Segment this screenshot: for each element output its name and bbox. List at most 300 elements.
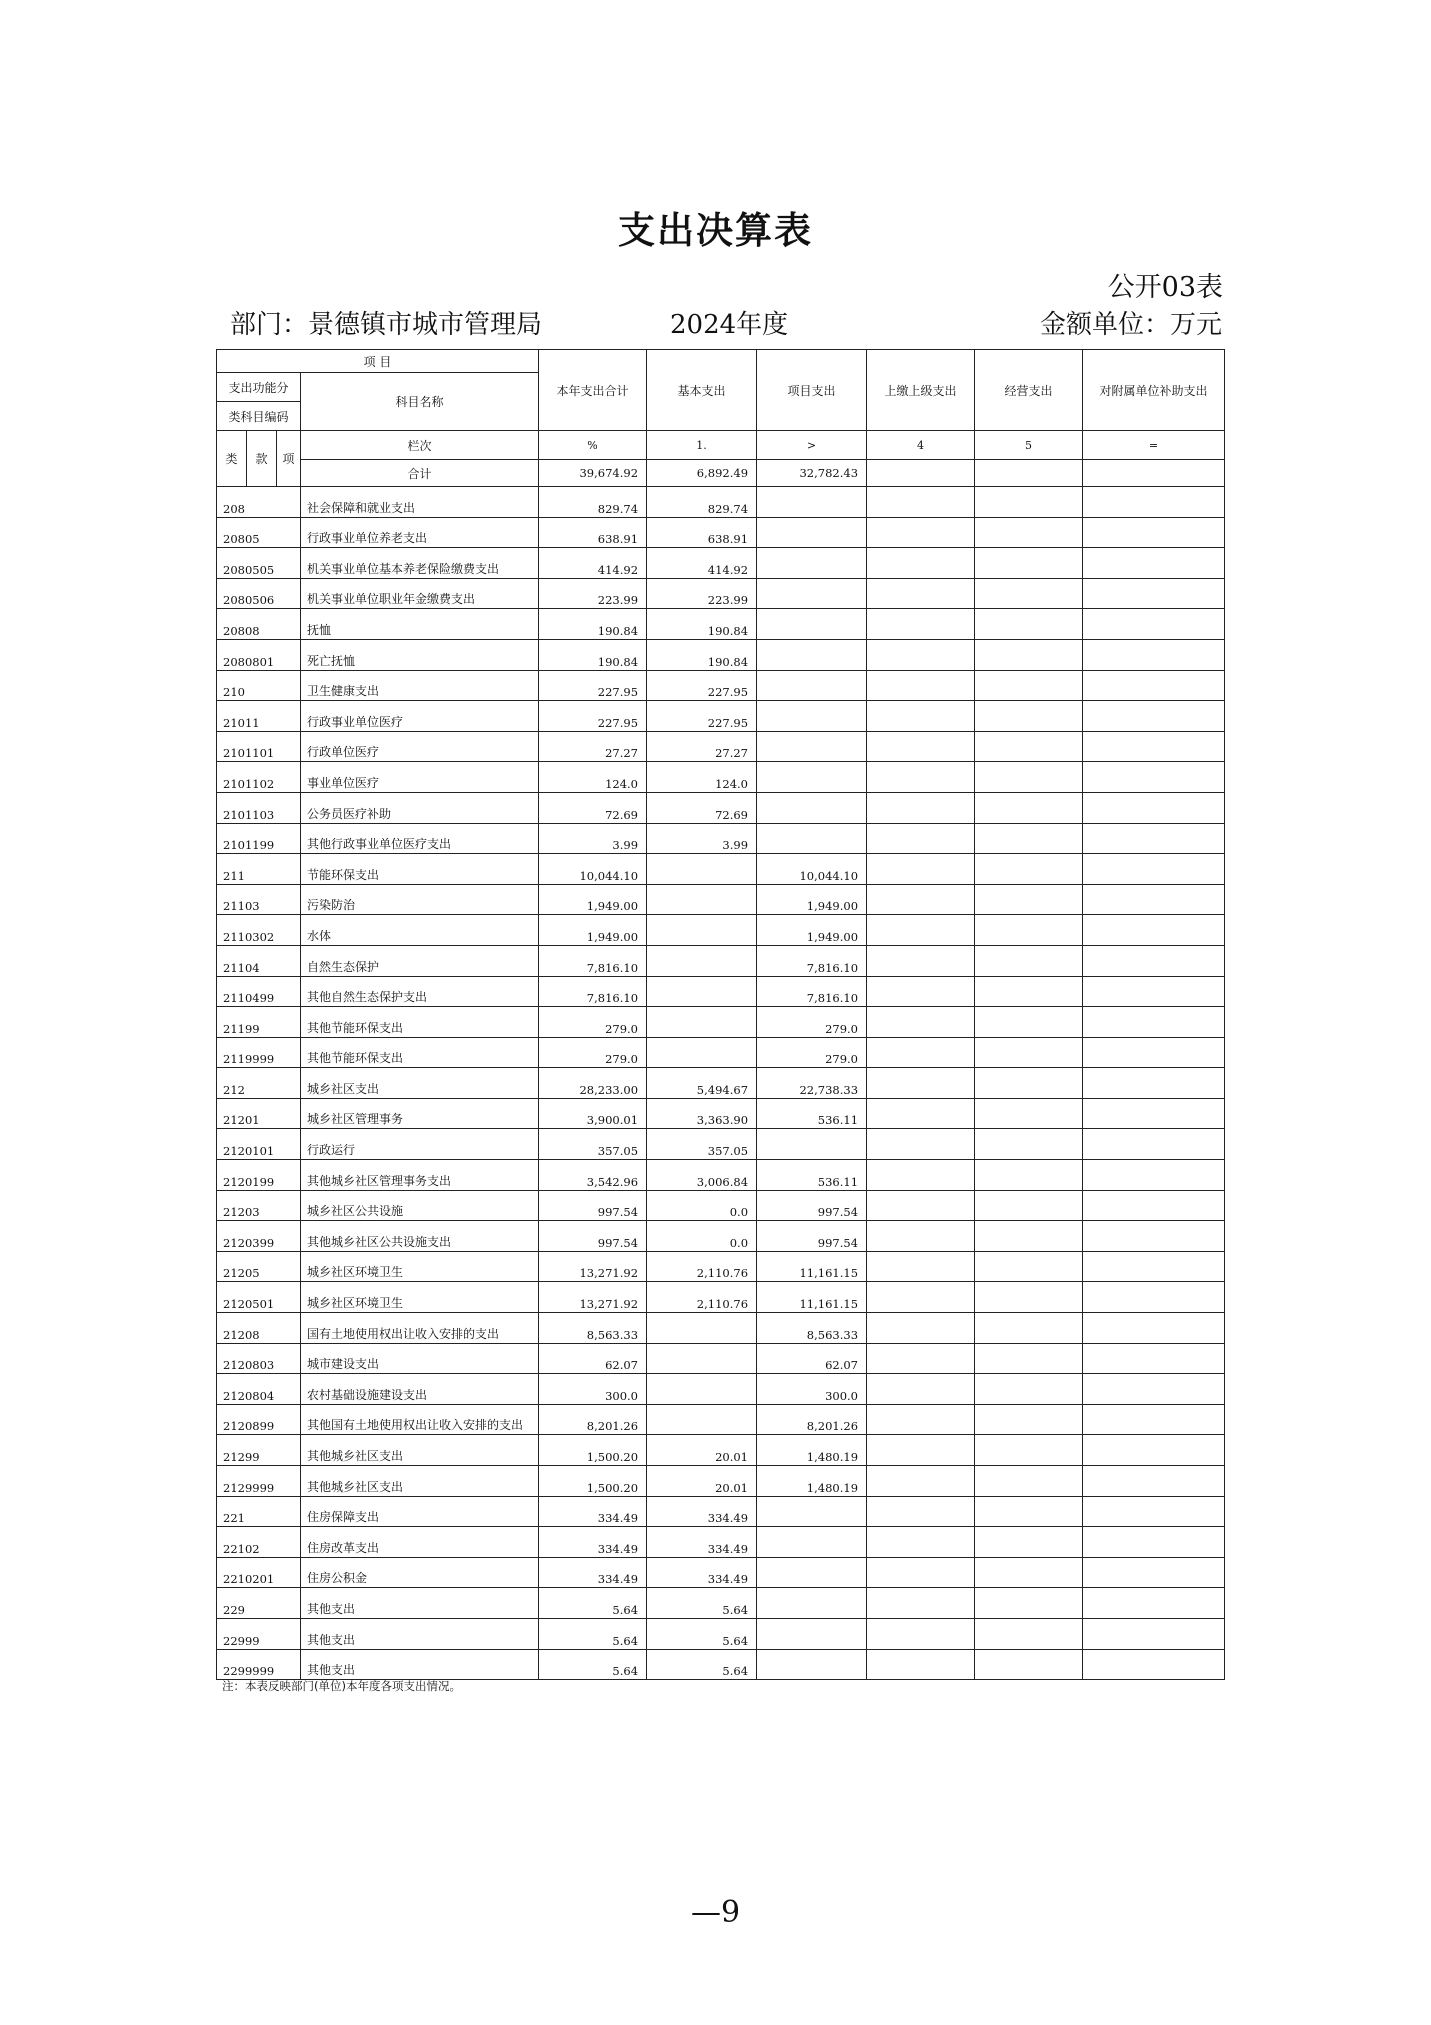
department-label: 部门：景德镇市城市管理局 bbox=[230, 310, 543, 340]
operating-expenditure-cell bbox=[975, 1037, 1083, 1068]
subject-code-cell: 2129999 bbox=[217, 1466, 301, 1497]
remit-expenditure-cell bbox=[867, 1037, 975, 1068]
header-row-label: 栏次 bbox=[301, 431, 539, 460]
project-expenditure-cell bbox=[757, 762, 867, 793]
header-kuan: 款 bbox=[247, 431, 277, 487]
basic-expenditure-cell: 27.27 bbox=[647, 731, 757, 762]
remit-expenditure-cell bbox=[867, 487, 975, 518]
subject-name-cell: 其他国有土地使用权出让收入安排的支出 bbox=[301, 1404, 539, 1435]
basic-expenditure-cell: 3,363.90 bbox=[647, 1098, 757, 1129]
subsidy-expenditure-cell bbox=[1083, 1282, 1225, 1313]
operating-expenditure-cell bbox=[975, 976, 1083, 1007]
total-expenditure-cell: 300.0 bbox=[539, 1374, 647, 1405]
total-expenditure-cell: 5.64 bbox=[539, 1649, 647, 1680]
remit-expenditure-cell bbox=[867, 1282, 975, 1313]
subsidy-expenditure-cell bbox=[1083, 1098, 1225, 1129]
subject-name-cell: 其他城乡社区管理事务支出 bbox=[301, 1160, 539, 1191]
column-number: 4 bbox=[867, 431, 975, 460]
subject-name-cell: 国有土地使用权出让收入安排的支出 bbox=[301, 1313, 539, 1344]
project-expenditure-cell: 1,480.19 bbox=[757, 1466, 867, 1497]
basic-expenditure-cell: 190.84 bbox=[647, 609, 757, 640]
subject-code-cell: 2120501 bbox=[217, 1282, 301, 1313]
basic-expenditure-cell bbox=[647, 915, 757, 946]
header-lei: 类 bbox=[217, 431, 247, 487]
subject-code-cell: 21299 bbox=[217, 1435, 301, 1466]
total-label: 合计 bbox=[301, 460, 539, 487]
project-expenditure-cell: 300.0 bbox=[757, 1374, 867, 1405]
subsidy-expenditure-cell bbox=[1083, 823, 1225, 854]
subject-code-cell: 2210201 bbox=[217, 1557, 301, 1588]
subject-code-cell: 21205 bbox=[217, 1251, 301, 1282]
page-title: 支出决算表 bbox=[618, 209, 813, 252]
operating-expenditure-cell bbox=[975, 884, 1083, 915]
project-expenditure-cell bbox=[757, 731, 867, 762]
subject-code-cell: 211 bbox=[217, 854, 301, 885]
basic-expenditure-cell: 124.0 bbox=[647, 762, 757, 793]
subsidy-expenditure-cell bbox=[1083, 976, 1225, 1007]
remit-expenditure-cell bbox=[867, 1374, 975, 1405]
column-number: 5 bbox=[975, 431, 1083, 460]
total-expenditure-cell: 13,271.92 bbox=[539, 1251, 647, 1282]
subject-code-cell: 2080801 bbox=[217, 639, 301, 670]
subject-name-cell: 自然生态保护 bbox=[301, 945, 539, 976]
operating-expenditure-cell bbox=[975, 1618, 1083, 1649]
header-col-remit: 上缴上级支出 bbox=[867, 350, 975, 431]
subject-code-cell: 21208 bbox=[217, 1313, 301, 1344]
project-expenditure-cell: 7,816.10 bbox=[757, 945, 867, 976]
operating-expenditure-cell bbox=[975, 701, 1083, 732]
operating-expenditure-cell bbox=[975, 1374, 1083, 1405]
subsidy-expenditure-cell bbox=[1083, 1404, 1225, 1435]
project-expenditure-cell: 536.11 bbox=[757, 1098, 867, 1129]
subsidy-expenditure-cell bbox=[1083, 1190, 1225, 1221]
remit-expenditure-cell bbox=[867, 823, 975, 854]
basic-expenditure-cell bbox=[647, 1343, 757, 1374]
total-expenditure-cell: 190.84 bbox=[539, 609, 647, 640]
column-number: % bbox=[539, 431, 647, 460]
table-row bbox=[217, 915, 1225, 946]
table-row bbox=[217, 578, 1225, 609]
basic-expenditure-cell: 5.64 bbox=[647, 1588, 757, 1619]
total-expenditure-cell: 1,949.00 bbox=[539, 884, 647, 915]
total-cell: 32,782.43 bbox=[757, 460, 867, 487]
form-number: 公开03表 bbox=[1107, 272, 1223, 303]
subject-code-cell: 20808 bbox=[217, 609, 301, 640]
operating-expenditure-cell bbox=[975, 1129, 1083, 1160]
total-expenditure-cell: 28,233.00 bbox=[539, 1068, 647, 1099]
remit-expenditure-cell bbox=[867, 854, 975, 885]
project-expenditure-cell bbox=[757, 670, 867, 701]
header-col-project: 项目支出 bbox=[757, 350, 867, 431]
basic-expenditure-cell: 3.99 bbox=[647, 823, 757, 854]
operating-expenditure-cell bbox=[975, 1160, 1083, 1191]
basic-expenditure-cell: 3,006.84 bbox=[647, 1160, 757, 1191]
subject-name-cell: 城乡社区环境卫生 bbox=[301, 1282, 539, 1313]
basic-expenditure-cell: 72.69 bbox=[647, 792, 757, 823]
subsidy-expenditure-cell bbox=[1083, 762, 1225, 793]
remit-expenditure-cell bbox=[867, 517, 975, 548]
subject-code-cell: 2101103 bbox=[217, 792, 301, 823]
operating-expenditure-cell bbox=[975, 578, 1083, 609]
operating-expenditure-cell bbox=[975, 1588, 1083, 1619]
operating-expenditure-cell bbox=[975, 1068, 1083, 1099]
subsidy-expenditure-cell bbox=[1083, 792, 1225, 823]
total-expenditure-cell: 334.49 bbox=[539, 1527, 647, 1558]
basic-expenditure-cell: 0.0 bbox=[647, 1190, 757, 1221]
table-row bbox=[217, 1007, 1225, 1038]
remit-expenditure-cell bbox=[867, 1343, 975, 1374]
subject-code-cell: 212 bbox=[217, 1068, 301, 1099]
remit-expenditure-cell bbox=[867, 1435, 975, 1466]
subsidy-expenditure-cell bbox=[1083, 487, 1225, 518]
subject-name-cell: 其他城乡社区公共设施支出 bbox=[301, 1221, 539, 1252]
total-expenditure-cell: 8,563.33 bbox=[539, 1313, 647, 1344]
operating-expenditure-cell bbox=[975, 670, 1083, 701]
table-row bbox=[217, 1404, 1225, 1435]
subsidy-expenditure-cell bbox=[1083, 1496, 1225, 1527]
operating-expenditure-cell bbox=[975, 915, 1083, 946]
operating-expenditure-cell bbox=[975, 792, 1083, 823]
remit-expenditure-cell bbox=[867, 1527, 975, 1558]
subject-code-cell: 2120899 bbox=[217, 1404, 301, 1435]
remit-expenditure-cell bbox=[867, 976, 975, 1007]
remit-expenditure-cell bbox=[867, 792, 975, 823]
basic-expenditure-cell: 227.95 bbox=[647, 701, 757, 732]
table-body bbox=[217, 487, 1225, 1680]
table-row bbox=[217, 762, 1225, 793]
total-expenditure-cell: 5.64 bbox=[539, 1588, 647, 1619]
project-expenditure-cell: 1,480.19 bbox=[757, 1435, 867, 1466]
project-expenditure-cell: 7,816.10 bbox=[757, 976, 867, 1007]
amount-unit: 金额单位：万元 bbox=[1039, 310, 1222, 340]
header-subject-name: 科目名称 bbox=[301, 373, 539, 431]
remit-expenditure-cell bbox=[867, 1618, 975, 1649]
table-row bbox=[217, 1160, 1225, 1191]
operating-expenditure-cell bbox=[975, 1221, 1083, 1252]
subject-name-cell: 社会保障和就业支出 bbox=[301, 487, 539, 518]
subsidy-expenditure-cell bbox=[1083, 1557, 1225, 1588]
subsidy-expenditure-cell bbox=[1083, 1221, 1225, 1252]
basic-expenditure-cell: 5,494.67 bbox=[647, 1068, 757, 1099]
operating-expenditure-cell bbox=[975, 1435, 1083, 1466]
subsidy-expenditure-cell bbox=[1083, 1527, 1225, 1558]
table-row bbox=[217, 1343, 1225, 1374]
project-expenditure-cell: 11,161.15 bbox=[757, 1251, 867, 1282]
remit-expenditure-cell bbox=[867, 1098, 975, 1129]
subsidy-expenditure-cell bbox=[1083, 1129, 1225, 1160]
table-row bbox=[217, 1190, 1225, 1221]
operating-expenditure-cell bbox=[975, 1343, 1083, 1374]
basic-expenditure-cell: 5.64 bbox=[647, 1618, 757, 1649]
basic-expenditure-cell bbox=[647, 1007, 757, 1038]
subject-code-cell: 22999 bbox=[217, 1618, 301, 1649]
subsidy-expenditure-cell bbox=[1083, 945, 1225, 976]
remit-expenditure-cell bbox=[867, 670, 975, 701]
subsidy-expenditure-cell bbox=[1083, 915, 1225, 946]
operating-expenditure-cell bbox=[975, 1527, 1083, 1558]
subsidy-expenditure-cell bbox=[1083, 1466, 1225, 1497]
basic-expenditure-cell: 414.92 bbox=[647, 548, 757, 579]
basic-expenditure-cell: 334.49 bbox=[647, 1557, 757, 1588]
remit-expenditure-cell bbox=[867, 1190, 975, 1221]
remit-expenditure-cell bbox=[867, 1404, 975, 1435]
table-row bbox=[217, 945, 1225, 976]
table-row bbox=[217, 731, 1225, 762]
subsidy-expenditure-cell bbox=[1083, 1649, 1225, 1680]
total-cell: 39,674.92 bbox=[539, 460, 647, 487]
fiscal-year: 2024年度 bbox=[670, 310, 789, 340]
total-expenditure-cell: 10,044.10 bbox=[539, 854, 647, 885]
subject-code-cell: 2110499 bbox=[217, 976, 301, 1007]
subject-name-cell: 行政事业单位医疗 bbox=[301, 701, 539, 732]
operating-expenditure-cell bbox=[975, 731, 1083, 762]
basic-expenditure-cell: 227.95 bbox=[647, 670, 757, 701]
total-expenditure-cell: 7,816.10 bbox=[539, 945, 647, 976]
project-expenditure-cell bbox=[757, 609, 867, 640]
table-row bbox=[217, 1129, 1225, 1160]
total-expenditure-cell: 414.92 bbox=[539, 548, 647, 579]
table-row bbox=[217, 548, 1225, 579]
subject-code-cell: 2299999 bbox=[217, 1649, 301, 1680]
total-expenditure-cell: 1,949.00 bbox=[539, 915, 647, 946]
header-col-total: 本年支出合计 bbox=[539, 350, 647, 431]
subject-name-cell: 行政单位医疗 bbox=[301, 731, 539, 762]
project-expenditure-cell: 62.07 bbox=[757, 1343, 867, 1374]
basic-expenditure-cell: 0.0 bbox=[647, 1221, 757, 1252]
project-expenditure-cell: 997.54 bbox=[757, 1190, 867, 1221]
remit-expenditure-cell bbox=[867, 1557, 975, 1588]
total-expenditure-cell: 62.07 bbox=[539, 1343, 647, 1374]
subsidy-expenditure-cell bbox=[1083, 854, 1225, 885]
total-expenditure-cell: 334.49 bbox=[539, 1496, 647, 1527]
subject-name-cell: 水体 bbox=[301, 915, 539, 946]
remit-expenditure-cell bbox=[867, 1160, 975, 1191]
total-expenditure-cell: 13,271.92 bbox=[539, 1282, 647, 1313]
header-xiang: 项 bbox=[277, 431, 301, 487]
subsidy-expenditure-cell bbox=[1083, 639, 1225, 670]
operating-expenditure-cell bbox=[975, 1649, 1083, 1680]
operating-expenditure-cell bbox=[975, 1190, 1083, 1221]
remit-expenditure-cell bbox=[867, 548, 975, 579]
header-col-basic: 基本支出 bbox=[647, 350, 757, 431]
basic-expenditure-cell bbox=[647, 976, 757, 1007]
total-expenditure-cell: 190.84 bbox=[539, 639, 647, 670]
subject-code-cell: 2120199 bbox=[217, 1160, 301, 1191]
total-expenditure-cell: 334.49 bbox=[539, 1557, 647, 1588]
total-expenditure-cell: 829.74 bbox=[539, 487, 647, 518]
basic-expenditure-cell: 829.74 bbox=[647, 487, 757, 518]
project-expenditure-cell bbox=[757, 578, 867, 609]
total-expenditure-cell: 72.69 bbox=[539, 792, 647, 823]
basic-expenditure-cell bbox=[647, 1037, 757, 1068]
total-expenditure-cell: 3.99 bbox=[539, 823, 647, 854]
remit-expenditure-cell bbox=[867, 1068, 975, 1099]
table-row bbox=[217, 1282, 1225, 1313]
project-expenditure-cell: 8,201.26 bbox=[757, 1404, 867, 1435]
project-expenditure-cell bbox=[757, 517, 867, 548]
subject-code-cell: 21201 bbox=[217, 1098, 301, 1129]
total-expenditure-cell: 7,816.10 bbox=[539, 976, 647, 1007]
subject-name-cell: 城乡社区公共设施 bbox=[301, 1190, 539, 1221]
total-cell bbox=[1083, 460, 1225, 487]
subject-name-cell: 抚恤 bbox=[301, 609, 539, 640]
table-row bbox=[217, 1466, 1225, 1497]
project-expenditure-cell: 8,563.33 bbox=[757, 1313, 867, 1344]
subject-code-cell: 21103 bbox=[217, 884, 301, 915]
remit-expenditure-cell bbox=[867, 701, 975, 732]
subsidy-expenditure-cell bbox=[1083, 1037, 1225, 1068]
subject-code-cell: 2101101 bbox=[217, 731, 301, 762]
table-row bbox=[217, 487, 1225, 518]
remit-expenditure-cell bbox=[867, 578, 975, 609]
operating-expenditure-cell bbox=[975, 517, 1083, 548]
project-expenditure-cell: 10,044.10 bbox=[757, 854, 867, 885]
subject-code-cell: 2110302 bbox=[217, 915, 301, 946]
table-row bbox=[217, 1496, 1225, 1527]
subject-name-cell: 其他支出 bbox=[301, 1618, 539, 1649]
total-expenditure-cell: 638.91 bbox=[539, 517, 647, 548]
operating-expenditure-cell bbox=[975, 1313, 1083, 1344]
table-row bbox=[217, 976, 1225, 1007]
page-number: —9 bbox=[690, 1895, 741, 1930]
table-row bbox=[217, 854, 1225, 885]
operating-expenditure-cell bbox=[975, 487, 1083, 518]
basic-expenditure-cell: 20.01 bbox=[647, 1435, 757, 1466]
total-cell bbox=[867, 460, 975, 487]
subsidy-expenditure-cell bbox=[1083, 1588, 1225, 1619]
total-expenditure-cell: 223.99 bbox=[539, 578, 647, 609]
subject-name-cell: 住房公积金 bbox=[301, 1557, 539, 1588]
subject-code-cell: 21104 bbox=[217, 945, 301, 976]
subject-code-cell: 208 bbox=[217, 487, 301, 518]
remit-expenditure-cell bbox=[867, 915, 975, 946]
remit-expenditure-cell bbox=[867, 1129, 975, 1160]
basic-expenditure-cell: 190.84 bbox=[647, 639, 757, 670]
subsidy-expenditure-cell bbox=[1083, 1007, 1225, 1038]
remit-expenditure-cell bbox=[867, 1221, 975, 1252]
remit-expenditure-cell bbox=[867, 1649, 975, 1680]
subsidy-expenditure-cell bbox=[1083, 701, 1225, 732]
table-row bbox=[217, 1251, 1225, 1282]
expenditure-table bbox=[216, 349, 1225, 1680]
column-number: 1. bbox=[647, 431, 757, 460]
table-row bbox=[217, 701, 1225, 732]
subject-name-cell: 卫生健康支出 bbox=[301, 670, 539, 701]
project-expenditure-cell bbox=[757, 823, 867, 854]
project-expenditure-cell: 279.0 bbox=[757, 1037, 867, 1068]
header-func-class-1: 支出功能分 bbox=[217, 373, 301, 402]
total-expenditure-cell: 3,900.01 bbox=[539, 1098, 647, 1129]
project-expenditure-cell: 279.0 bbox=[757, 1007, 867, 1038]
total-expenditure-cell: 227.95 bbox=[539, 701, 647, 732]
subject-code-cell: 21011 bbox=[217, 701, 301, 732]
table-row bbox=[217, 792, 1225, 823]
header-func-class-2: 类科目编码 bbox=[217, 402, 301, 431]
project-expenditure-cell: 1,949.00 bbox=[757, 915, 867, 946]
subsidy-expenditure-cell bbox=[1083, 1251, 1225, 1282]
basic-expenditure-cell bbox=[647, 1404, 757, 1435]
subject-name-cell: 其他节能环保支出 bbox=[301, 1007, 539, 1038]
total-expenditure-cell: 357.05 bbox=[539, 1129, 647, 1160]
subject-name-cell: 死亡抚恤 bbox=[301, 639, 539, 670]
table-row bbox=[217, 884, 1225, 915]
basic-expenditure-cell bbox=[647, 854, 757, 885]
subsidy-expenditure-cell bbox=[1083, 1343, 1225, 1374]
subject-code-cell: 2120803 bbox=[217, 1343, 301, 1374]
subject-name-cell: 城市建设支出 bbox=[301, 1343, 539, 1374]
header-col-subsidy: 对附属单位补助支出 bbox=[1083, 350, 1225, 431]
remit-expenditure-cell bbox=[867, 1313, 975, 1344]
subject-name-cell: 机关事业单位职业年金缴费支出 bbox=[301, 578, 539, 609]
table-row bbox=[217, 1098, 1225, 1129]
basic-expenditure-cell: 223.99 bbox=[647, 578, 757, 609]
subject-code-cell: 2120399 bbox=[217, 1221, 301, 1252]
operating-expenditure-cell bbox=[975, 1251, 1083, 1282]
basic-expenditure-cell bbox=[647, 1313, 757, 1344]
table-row bbox=[217, 1037, 1225, 1068]
subsidy-expenditure-cell bbox=[1083, 1068, 1225, 1099]
total-expenditure-cell: 997.54 bbox=[539, 1221, 647, 1252]
operating-expenditure-cell bbox=[975, 854, 1083, 885]
remit-expenditure-cell bbox=[867, 1007, 975, 1038]
subject-code-cell: 21199 bbox=[217, 1007, 301, 1038]
remit-expenditure-cell bbox=[867, 1466, 975, 1497]
subject-code-cell: 2120804 bbox=[217, 1374, 301, 1405]
subject-name-cell: 节能环保支出 bbox=[301, 854, 539, 885]
project-expenditure-cell: 997.54 bbox=[757, 1221, 867, 1252]
subsidy-expenditure-cell bbox=[1083, 731, 1225, 762]
operating-expenditure-cell bbox=[975, 639, 1083, 670]
subject-code-cell: 2080505 bbox=[217, 548, 301, 579]
project-expenditure-cell bbox=[757, 639, 867, 670]
remit-expenditure-cell bbox=[867, 945, 975, 976]
total-expenditure-cell: 279.0 bbox=[539, 1007, 647, 1038]
total-cell bbox=[975, 460, 1083, 487]
subject-name-cell: 污染防治 bbox=[301, 884, 539, 915]
remit-expenditure-cell bbox=[867, 1588, 975, 1619]
project-expenditure-cell bbox=[757, 1588, 867, 1619]
remit-expenditure-cell bbox=[867, 884, 975, 915]
operating-expenditure-cell bbox=[975, 945, 1083, 976]
basic-expenditure-cell: 334.49 bbox=[647, 1496, 757, 1527]
subject-name-cell: 其他自然生态保护支出 bbox=[301, 976, 539, 1007]
basic-expenditure-cell: 2,110.76 bbox=[647, 1251, 757, 1282]
operating-expenditure-cell bbox=[975, 1496, 1083, 1527]
operating-expenditure-cell bbox=[975, 823, 1083, 854]
table-row bbox=[217, 609, 1225, 640]
project-expenditure-cell bbox=[757, 1527, 867, 1558]
table-note: 注：本表反映部门(单位)本年度各项支出情况。 bbox=[222, 1679, 461, 1693]
total-expenditure-cell: 1,500.20 bbox=[539, 1435, 647, 1466]
total-expenditure-cell: 227.95 bbox=[539, 670, 647, 701]
operating-expenditure-cell bbox=[975, 1466, 1083, 1497]
project-expenditure-cell: 22,738.33 bbox=[757, 1068, 867, 1099]
project-expenditure-cell bbox=[757, 548, 867, 579]
basic-expenditure-cell: 638.91 bbox=[647, 517, 757, 548]
subject-code-cell: 229 bbox=[217, 1588, 301, 1619]
subject-name-cell: 公务员医疗补助 bbox=[301, 792, 539, 823]
project-expenditure-cell bbox=[757, 1618, 867, 1649]
operating-expenditure-cell bbox=[975, 1098, 1083, 1129]
subsidy-expenditure-cell bbox=[1083, 1435, 1225, 1466]
remit-expenditure-cell bbox=[867, 1251, 975, 1282]
basic-expenditure-cell: 334.49 bbox=[647, 1527, 757, 1558]
operating-expenditure-cell bbox=[975, 548, 1083, 579]
subject-code-cell: 221 bbox=[217, 1496, 301, 1527]
table-row bbox=[217, 1374, 1225, 1405]
subject-code-cell: 2101102 bbox=[217, 762, 301, 793]
table-row bbox=[217, 1557, 1225, 1588]
